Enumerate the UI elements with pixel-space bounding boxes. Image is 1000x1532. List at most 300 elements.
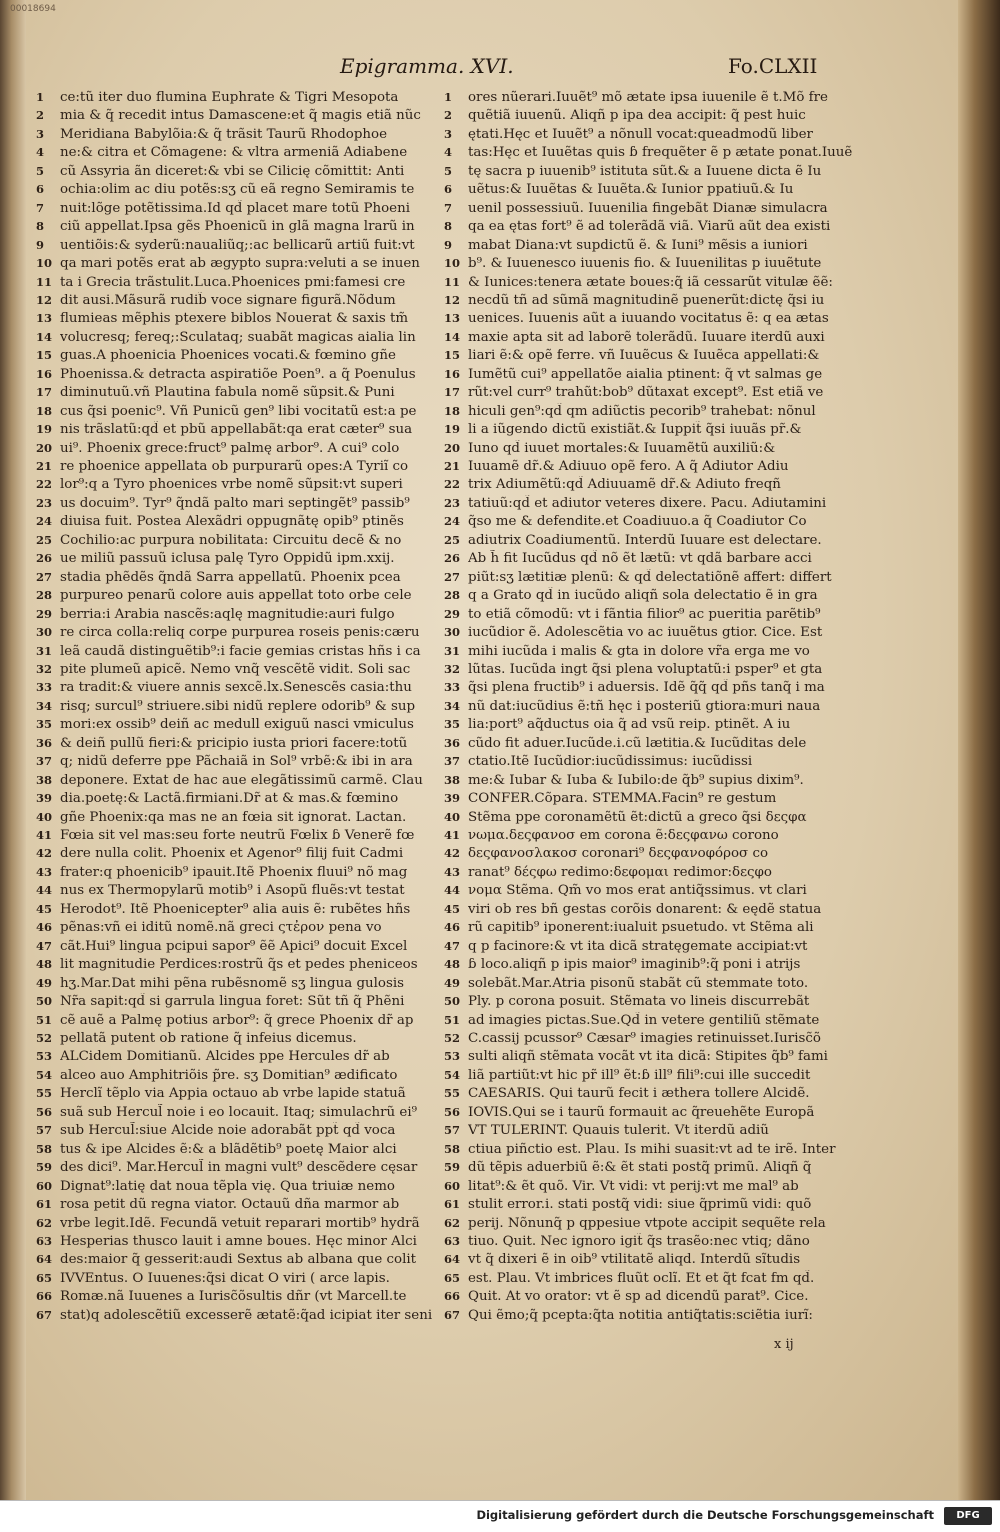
text-line [36,125,448,143]
line-text: stat)q adolescẽtiũ excesserẽ ætatẽ:q̃ad icipiat iter seni [60,1307,433,1323]
line-number: 37 [444,754,461,769]
line-text: Ply. p corona posuit. Stẽmata vo lineis discurrebãt [468,994,810,1009]
line-number: 20 [444,440,461,455]
line-number: 4 [36,145,45,160]
text-line [36,254,448,272]
line-text: CONFER.Cõpara. STEMMA.Facin⁹ re gestum [468,791,777,807]
line-number: 22 [444,477,461,492]
text-line [444,1011,964,1029]
line-text: ui⁹. Phoenix grece:fruct⁹ palmę arbor⁹. A cui⁹ colo [60,440,400,456]
line-number: 12 [36,292,53,307]
line-number: 6 [36,182,45,197]
text-line [444,937,964,955]
text-line [36,1084,448,1102]
line-number: 67 [36,1307,53,1322]
line-text: cũ Assyria ãn diceret:& vbi se Cilicię cõmittit: Anti [60,163,405,179]
line-text: guas.A phoenicia Phoenices vocati.& fœmino gñe [60,348,396,364]
text-line [36,549,448,567]
line-number: 24 [36,514,53,529]
line-number: 17 [444,385,461,400]
line-number: 18 [36,403,53,418]
text-line [36,586,448,604]
line-number: 52 [444,1030,461,1045]
line-number: 57 [444,1123,461,1138]
line-number: 65 [444,1270,461,1285]
text-line [444,1066,964,1084]
line-text: ce:tũ iter duo flumina Euphrate & Tigri Mesopota [60,90,399,105]
text-line [444,494,964,512]
text-line [36,715,448,733]
text-line [36,789,448,807]
line-text: solebãt.Mar.Atria pisonũ stabãt cũ stemmate toto. [468,975,809,991]
line-text: Iuno qd̃ iuuet mortales:& Iuuamẽtũ auxiliũ:& [468,440,776,456]
line-text: suã sub Hercul̃ noie i eo locauit. Itaq; simulachrũ ei⁹ [60,1104,418,1120]
line-number: 4 [444,145,453,160]
text-line [444,697,964,715]
line-number: 31 [36,643,53,658]
text-line [444,236,964,254]
line-number: 2 [444,108,453,123]
line-number: 6 [444,182,453,197]
text-line [444,974,964,992]
text-line [444,918,964,936]
line-number: 3 [36,126,45,141]
line-text: sub Hercul̃:siue Alcide noie adorabãt ppt̃ qd̃ voca [60,1123,396,1139]
line-number: 10 [36,256,53,270]
text-line [36,494,448,512]
text-line [444,1103,964,1121]
text-line [444,199,964,217]
text-line [36,623,448,641]
line-text: volucresq; fereq;:Sculataq; suabãt magicas aialia lin [60,329,416,345]
text-line [36,365,448,383]
line-text: to etiã cõmodũ: vt i fãntia filior⁹ ac pueritia parẽtib⁹ [468,606,821,622]
line-text: nis trãslatũ:qd̃ et pbũ appellabãt:qa erat cæter⁹ sua [60,422,413,438]
text-line [444,1250,964,1268]
line-number: 48 [36,957,53,972]
line-text: nuit:lõge potẽtissima.Id qd̃ placet mare totũ Phoeni [60,200,411,216]
line-number: 59 [36,1160,53,1175]
line-number: 52 [36,1030,53,1045]
page-edge-shadow [958,0,1000,1500]
line-text: vt q̃ dixeri ẽ in oib⁹ vtilitatẽ aliqd. Interdũ sĩtudis [468,1252,801,1268]
line-text: adiutrix Coadiumentũ. Interdũ Iuuare est delectare. [468,532,822,548]
text-line [36,1158,448,1176]
text-line [444,808,964,826]
line-number: 33 [36,680,53,695]
text-line [36,162,448,180]
line-number: 19 [444,422,461,437]
line-text: lor⁹:q a Tyro phoenices vrbe nomẽ sũpsit:vt superi [60,477,403,493]
text-line [444,420,964,438]
line-number: 46 [36,920,53,935]
line-text: nus ex Thermopylarũ motib⁹ i Asopũ fluẽs:vt testat [60,883,405,899]
line-number: 51 [36,1012,53,1027]
line-text: re phoenice appellata ob purpurarũ opes:A Tyriĩ co [60,459,409,474]
line-text: re circa colla:reliq corpe purpurea roseis penis:cæru [60,625,420,640]
line-text: pellatã putent ob ratione q̃ infeius dicemus. [60,1030,357,1046]
text-line [444,734,964,752]
line-text: Ab h̃ fit Iucũdus qd̃ nõ ẽt lætũ: vt qdã barbare acci [468,551,812,567]
line-text: & deiñ pullũ fieri:& pricipio iusta priori facere:totũ [60,735,408,751]
line-text: mihi iucũda i malis & gta in dolore vr̃a erga me vo [468,643,810,659]
line-text: q p facinore:& vt ita dicã stratęgemate accipiat:vt [468,938,808,954]
text-line [36,955,448,973]
text-line [36,346,448,364]
text-line [36,937,448,955]
line-text: IVVEntus. O Iuuenes:q̃si dicat O viri ( arce lapis. [60,1270,390,1286]
line-text: lũtas. Iucũda ingt q̃si plena voluptatũ:i psper⁹ et gta [468,661,823,677]
line-number: 18 [444,403,461,418]
line-text: est. Plau. Vt imbrices fluũt oclĩ. Et et q̃t fcat fm qd̃. [468,1270,815,1286]
line-text: hiculi gen⁹:qd̃ qm adiũctis pecorib⁹ trahebat: nõnul [468,403,816,419]
text-line [36,1177,448,1195]
text-line [444,180,964,198]
text-line [444,346,964,364]
line-text: cãt.Hui⁹ lingua pcipui sapor⁹ ẽẽ Apici⁹ docuit Excel [60,938,408,954]
line-number: 41 [36,828,53,842]
line-text: CAESARIS. Qui taurũ fecit i æthera tollere Alcidẽ. [468,1086,810,1102]
line-text: stulit error.i. stati postq̃ vidi: siue q̃primũ vidi: quõ [468,1197,812,1212]
text-line [444,844,964,862]
line-number: 36 [36,735,53,750]
line-number: 58 [444,1141,461,1156]
text-line [444,439,964,457]
line-text: ad imagies pictas.Sue.Qd̃ in vetere gentiliũ stẽmate [468,1012,820,1028]
text-line [36,1140,448,1158]
line-number: 35 [444,717,461,732]
text-line [36,457,448,475]
line-text: maxie apta sit ad laborẽ tolerãdũ. Iuuare iterdũ auxi [468,329,825,345]
line-number: 12 [444,292,461,307]
line-number: 50 [444,994,461,1008]
line-text: rũ capitib⁹ iponerent:iualuit psuetudo. vt Stẽma ali [468,920,814,936]
text-line [36,992,448,1010]
line-number: 13 [36,311,53,326]
footer-credit-text: Digitalisierung gefördert durch die Deutsche Forschungsgemeinschaft [476,1508,934,1522]
text-line [444,826,964,844]
text-line [444,457,964,475]
line-text: des:maior q̃ gesserit:audi Sextus ab albana que colit [60,1252,417,1268]
text-line [444,162,964,180]
line-number: 15 [444,348,461,363]
line-text: mori:ex ossib⁹ deiñ ac medull exiguũ nasci vmiculus [60,717,414,733]
line-number: 44 [36,883,53,898]
text-line [444,512,964,530]
text-line [444,217,964,235]
text-line [36,660,448,678]
text-line [444,1084,964,1102]
line-number: 28 [36,588,53,603]
line-text: uentiõis:& syderũ:naualiũq;:ac bellicarũ artiũ fuit:vt [60,237,415,253]
line-text: dia.poetę:& Lactã.firmiani.Dr̃ at & mas.& fœmino [60,791,399,807]
text-line [444,586,964,604]
line-number: 23 [36,495,53,510]
line-text: flumieas mẽphis ptexere biblos Nouerat & saxis tm̃ [60,311,409,327]
line-number: 47 [444,938,461,953]
text-line [444,1287,964,1305]
line-text: stadia phẽdẽs q̃ndã Sarra appellatũ. Phoenix pcea [60,569,401,585]
text-line [36,1195,448,1213]
line-number: 60 [36,1178,53,1193]
line-number: 2 [36,108,45,123]
text-line [444,752,964,770]
text-line [36,402,448,420]
text-line [444,365,964,383]
line-number: 65 [36,1270,53,1285]
text-line [36,844,448,862]
line-text: li a iũgendo dictũ existiãt.& Iuppit̃ q̃si iuuãs pr̃.& [468,422,802,438]
line-number: 30 [36,625,53,639]
line-text: rosa petit dũ regna viator. Octauũ dña marmor ab [60,1197,400,1212]
line-number: 44 [444,883,461,898]
line-text: Herclĩ tẽplo via Appia octauo ab vrbe lapide statuã [60,1086,406,1102]
line-number: 5 [444,163,453,178]
line-number: 3 [444,126,453,141]
text-line [444,1232,964,1250]
line-number: 39 [444,791,461,806]
line-text: leã caudã distinguẽtib⁹:i facie gemias cristas hñs i ca [60,643,421,659]
text-line [444,125,964,143]
text-line [36,881,448,899]
line-text: tę sacra p iuuenib⁹ istituta sũt.& a Iuuene dicta ẽ Iu [468,163,822,179]
line-number: 64 [36,1252,53,1267]
line-number: 25 [444,532,461,547]
text-line [444,1177,964,1195]
line-number: 49 [36,975,53,990]
line-text: C.cassij pcussor⁹ Cæsar⁹ imagies retinuisset.Iurisc̃õ [468,1030,821,1046]
text-line [444,660,964,678]
text-line [444,900,964,918]
line-number: 54 [444,1067,461,1082]
text-line [444,475,964,493]
line-text: Fœia sit vel mas:seu forte neutrũ Fœlix ɓ Venerẽ fœ [60,828,415,843]
line-number: 27 [444,569,461,584]
line-number: 9 [36,237,45,252]
line-number: 37 [36,754,53,769]
text-column-right [444,88,964,1328]
line-text: dũ tẽpis aduerbiũ ẽ:& ẽt stati postq̃ primũ. Aliqñ q̃ [468,1160,812,1176]
text-line [36,1287,448,1305]
text-line [444,1140,964,1158]
text-line [444,1121,964,1139]
line-number: 38 [444,772,461,787]
line-number: 13 [444,311,461,326]
text-line [36,88,448,106]
line-text: Iuuamẽ dr̃.& Adiuuo opẽ fero. A q̃ Adiutor Adiu [468,459,789,474]
line-number: 54 [36,1067,53,1082]
text-line [36,1214,448,1232]
text-line [444,328,964,346]
line-text: pẽnas:vñ ei iditũ nomẽ.nã greci ςτἐρον pena vo [60,920,382,936]
line-text: ɓ loco.aliqñ p ipis maior⁹ imaginib⁹:q̃ poni i atrijs [468,957,801,973]
line-text: q; nidũ deferre ppe Pãchaiã in Sol⁹ vrbẽ:& ibi in ara [60,754,413,770]
line-number: 5 [36,163,45,178]
line-number: 7 [36,200,45,215]
line-number: 58 [36,1141,53,1156]
text-line [444,273,964,291]
text-line [36,236,448,254]
text-line [444,531,964,549]
line-text: q a Grato qd̃ in iucũdo aliqñ sola delectatio ẽ in gra [468,588,818,604]
text-line [444,88,964,106]
line-number: 26 [444,551,461,566]
text-line [444,789,964,807]
text-line [36,475,448,493]
line-number: 14 [444,329,461,344]
line-number: 20 [36,440,53,455]
text-line [36,420,448,438]
line-text: Meridiana Babylõia:& q̃ trãsit Taurũ Rhodophoe [60,126,388,142]
line-number: 50 [36,994,53,1008]
text-line [444,1158,964,1176]
text-line [36,1232,448,1250]
text-line [36,642,448,660]
text-line [444,992,964,1010]
text-line [36,273,448,291]
line-text: ctatio.Itẽ Iucũdior:iucũdissimus: iucũdissi [468,754,753,770]
text-line [36,918,448,936]
signature-mark: x ij [774,1337,794,1352]
line-number: 8 [444,219,453,234]
line-text: δεςφανοσλακοσ coronari⁹ δεςφανοφόροσ co [468,846,769,862]
line-number: 47 [36,938,53,953]
line-text: q̃si plena fructib⁹ i aduersis. Idẽ q̃q̃ qd̃ pñs tanq̃ i ma [468,680,825,696]
text-line [36,531,448,549]
text-line [36,697,448,715]
line-text: viri ob res bñ gestas corõis donarent: & eędẽ statua [468,901,822,917]
line-text: mabat Diana:vt supdictũ ẽ. & Iuni⁹ mẽsis a iuniori [468,237,808,253]
line-text: me:& Iubar & Iuba & Iubilo:de q̃b⁹ supius dixim⁹. [468,772,804,788]
line-text: Cochilio:ac purpura nobilitata: Circuitu decẽ & no [60,532,402,548]
text-line [36,106,448,124]
text-line [36,1047,448,1065]
line-text: sulti aliqñ stẽmata vocãt vt ita dicã: Stipites q̃b⁹ fami [468,1049,828,1065]
text-line [444,678,964,696]
text-line [444,881,964,899]
text-line [444,383,964,401]
text-line [36,771,448,789]
line-text: lit magnitudie Perdices:rostrũ q̃s et pedes pheniceos [60,957,418,973]
line-number: 62 [36,1215,53,1230]
line-number: 34 [36,698,53,713]
line-number: 59 [444,1160,461,1175]
line-text: qa mari potẽs erat ab ægypto supra:veluti a se inuen [60,256,420,271]
text-line [36,974,448,992]
line-text: VT TULERINT. Quauis tulerit. Vt iterdũ adiũ [468,1123,769,1139]
line-text: ta i Grecia trãstulit.Luca.Phoenices pmi:famesi cre [60,274,406,290]
text-line [36,217,448,235]
line-text: νομα Stẽma. Qm̃ vo mos erat antiq̃ssimus. vt clari [468,883,807,899]
line-number: 38 [36,772,53,787]
line-text: purpureo penarũ colore auis appellat toto orbe cele [60,588,412,604]
line-number: 11 [36,274,53,289]
line-number: 15 [36,348,53,363]
text-line [36,439,448,457]
line-number: 21 [36,459,53,473]
line-text: uenil possessiuũ. Iuuenilia fingebãt Dianæ simulacra [468,200,828,216]
line-number: 32 [36,661,53,676]
line-text: qa ea ętas fort⁹ ẽ ad tolerãdã viã. Viarũ aũt dea existi [468,219,831,235]
line-number: 24 [444,514,461,529]
line-number: 48 [444,957,461,972]
line-text: necdũ tñ ad sũmã magnitudinẽ puenerũt:dictę q̃si iu [468,292,825,308]
line-text: dit ausi.Mãsurã rudib̃ voce signare figurã.Nõdum [60,292,396,308]
text-line [444,309,964,327]
text-line [36,826,448,844]
line-number: 60 [444,1178,461,1193]
line-number: 42 [444,846,461,861]
line-number: 45 [444,901,461,916]
text-line [444,771,964,789]
line-number: 39 [36,791,53,806]
line-number: 40 [36,809,53,824]
line-number: 46 [444,920,461,935]
line-text: Stẽma ppe coronamẽtũ ẽt:dictũ a greco q̃si δεςφα [468,809,807,825]
line-text: us docuim⁹. Tyr⁹ q̃ndã palto mari septingẽt⁹ passib⁹ [60,495,410,511]
text-line [36,752,448,770]
text-line [36,512,448,530]
line-number: 31 [444,643,461,658]
text-line [36,1011,448,1029]
text-line [36,383,448,401]
text-line [444,1195,964,1213]
line-number: 40 [444,809,461,824]
line-text: tiuo. Quit. Nec ignoro igit̃ q̃s trasẽo:nec vtiq; dãno [468,1233,810,1249]
line-number: 10 [444,256,461,270]
line-text: rũt:vel curr⁹ trahũt:bob⁹ dũtaxat except⁹. Est etiã ve [468,385,824,401]
line-number: 1 [36,90,45,104]
text-line [444,605,964,623]
line-text: tatiuũ:qd̃ et adiutor veteres dixere. Pacu. Adiutamini [468,495,827,511]
line-number: 51 [444,1012,461,1027]
line-text: des dici⁹. Mar.Hercul̃ in magni vult⁹ descẽdere cęsar [60,1160,418,1176]
line-number: 16 [36,366,53,381]
binding-gutter [0,0,26,1500]
line-number: 53 [444,1049,461,1064]
line-number: 49 [444,975,461,990]
line-number: 63 [444,1233,461,1248]
text-line [36,1306,448,1324]
line-number: 16 [444,366,461,381]
line-number: 9 [444,237,453,252]
line-text: piũt:sʒ lætitiæ plenũ: & qd̃ delectatiõnẽ affert: differt [468,569,832,585]
line-text: Romæ.nã Iuuenes a Iurisc̃õsultis dñr (vt Marcell.te [60,1289,407,1305]
text-line [36,328,448,346]
line-number: 29 [36,606,53,621]
line-text: dere nulla colit. Phoenix et Agenor⁹ filij fuit Cadmi [60,846,404,862]
line-text: trix Adiumẽtũ:qd̃ Adiuuamẽ dr̃.& Adiuto freqñ [468,477,781,493]
line-number: 26 [36,551,53,566]
text-line [444,863,964,881]
line-text: ctiua piñctio est. Plau. Is mihi suasit:vt ad te irẽ. Inter [468,1141,836,1157]
line-text: ne:& citra et Cõmagene: & vltra armeniã Adiabene [60,145,408,161]
line-number: 21 [444,459,461,473]
line-text: gñe Phoenix:qa mas ne an fœia sit ignorat. Lactan. [60,809,407,825]
line-number: 14 [36,329,53,344]
text-line [444,291,964,309]
text-line [36,291,448,309]
line-text: cũdo fit aduer.Iucũde.i.cũ lætitia.& Iucũditas dele [468,735,807,751]
line-text: liari ẽ:& opẽ ferre. vñ Iuuẽcus & Iuuẽca appellati:& [468,348,820,364]
text-line [36,734,448,752]
digitization-footer [0,1500,1000,1532]
line-text: vrbe legit.Idẽ. Fecundã vetuit reparari mortib⁹ hydrã [60,1215,420,1231]
text-line [444,254,964,272]
dfg-logo: DFG [944,1507,992,1525]
line-text: hʒ.Mar.Dat mihi pẽna rubẽsnomẽ sʒ lingua gulosis [60,975,405,991]
text-line [36,309,448,327]
